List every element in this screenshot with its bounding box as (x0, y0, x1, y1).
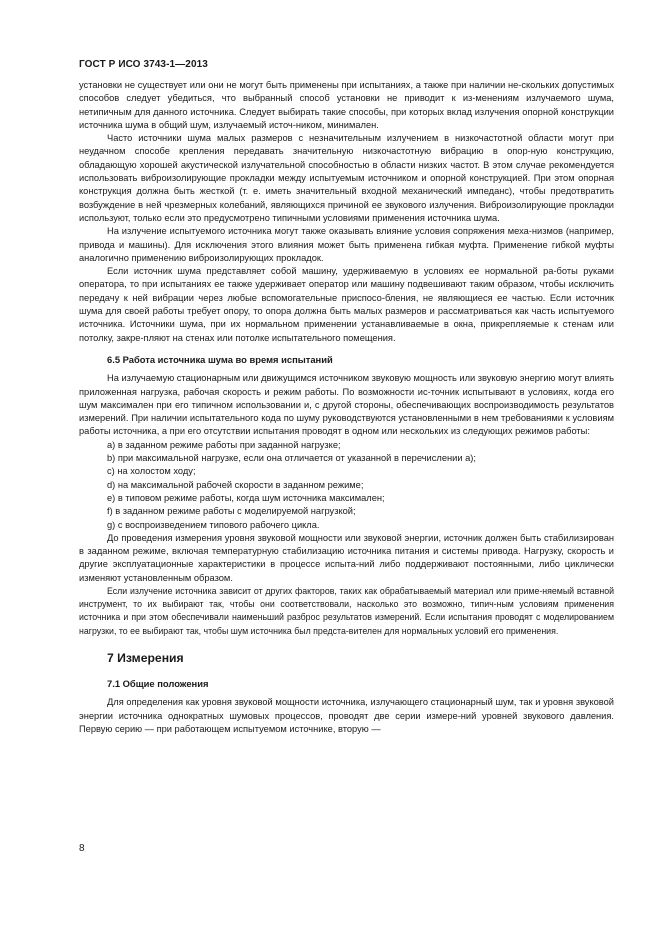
page-number: 8 (79, 843, 85, 854)
section-6-5-heading: 6.5 Работа источника шума во время испытаний (107, 353, 333, 365)
list-item: b) при максимальной нагрузке, если она отличается от указанной в перечислении а); (107, 453, 476, 464)
list-item: c) на холостом ходу; (107, 466, 196, 477)
paragraph: До проведения измерения уровня звуковой мощности или звуковой энергии, источник должен быть стабилизирован в заданном режиме, включая температурную стабилизацию источника питания и системы привода. Нагрузку, скорость и другие эксплуатационные характеристики в процессе испыта-ний либо поддерживают постоянными, либо циклически изменяют установленным образом. (79, 532, 614, 583)
section-7-heading: 7 Измерения (107, 650, 184, 665)
note-paragraph: Если излучение источника зависит от других факторов, таких как обрабатываемый материал или приме-няемый вставной инструмент, то их выбирают так, чтобы они соответствовали, насколько это возможно, типич-ным условиям применения источника и при этом обеспечивали наименьший разброс результатов измерений. Если испытания проводят с моделированием нагрузки, то ее выбирают так, чтобы шум источника был предста-вителен для нормальных условий его применения. (79, 585, 614, 636)
paragraph: На излучение испытуемого источника могут также оказывать влияние условия сопряжения меха-низмов (например, привода и машины). Для исключения этого влияния может быть применена гибкая муфта. Применение гибкой муфты аналогично применению виброизолирующих прокладок. (79, 226, 614, 263)
paragraph: Если источник шума представляет собой машину, удерживаемую в условиях ее нормальной ра-боты руками оператора, то при испытаниях ее также удерживает оператор или машину подвешивают таким образом, чтобы исключить передачу к ней вибрации через любые вспомогательные приспосо-бления, не являющиеся ее частью. Если источник шума для своей работы требует опору, то опора должна быть малых размеров и рассматриваться как часть испытуемого источника. Источники шума, при их нормальном применении устанавливаемые в окна, прикрепляемые к стенам или потолку, закре-пляют на стенах или потолке испытательного помещения. (79, 266, 614, 343)
paragraph: установки не существует или они не могут быть применены при испытаниях, а также при наличии не-скольких допустимых способов следует убедиться, что выбранный способ установки не приводит к из-менениям излучаемого шума, нетипичным для данного источника. Следует выбирать такие способы, при которых вклад излучения опорной конструкции источника шума в общий шум, излучаемый источ-ником, минимален. (79, 80, 614, 130)
paragraph: На излучаемую стационарным или движущимся источником звуковую мощность или звуковую энергию могут влиять приложенная нагрузка, рабочая скорость и режим работы. По возможности ис-точник испытывают в условиях, когда его шум максимален при его типичном использовании и, с другой стороны, обеспечивающих воспроизводимость результатов измерений. При наличии испытательного кода по шуму руководствуются установленными в нем требованиями к условиям работы источника, а при его отсутствии испытания проводят в одном или нескольких из следующих режимов работы: (79, 373, 614, 437)
body-text (79, 79, 614, 736)
list-item: f) в заданном режиме работы с моделируемой нагрузкой; (107, 506, 356, 517)
section-7-1-heading: 7.1 Общие положения (107, 678, 209, 690)
paragraph: Для определения как уровня звуковой мощности источника, излучающего стационарный шум, так и уровня звуковой энергии источника однократных шумовых процессов, проводят две серии измере-ний уровней звукового давления. Первую серию — при работающем испытуемом источнике, вторую — (79, 697, 614, 734)
list-item: e) в типовом режиме работы, когда шум источника максимален; (107, 492, 385, 503)
list-item: d) на максимальной рабочей скорости в заданном режиме; (107, 479, 364, 490)
paragraph: Часто источники шума малых размеров с незначительным излучением в низкочастотной области могут при неудачном способе крепления передавать значительную низкочастотную вибрацию в опор-ную конструкцию, обладающую хорошей акустической излучательной способностью в области низких частот. В этом случае рекомендуется использовать виброизолирующие прокладки между испытуемым источником и опорной конструкцией. При этом опорная конструкция должна быть жесткой (т. е. иметь значительный входной механический импеданс), чтобы предотвратить возбуждение в ней чрезмерных колебаний, являющихся причиной ее звукового излучения. Виброизолирующие прокладки используют, только если это предусмотрено типичными условиями применения источника шума. (79, 133, 614, 223)
standard-header: ГОСТ Р ИСО 3743-1—2013 (79, 59, 208, 70)
list-item: g) с воспроизведением типового рабочего цикла. (107, 519, 320, 530)
list-item: a) в заданном режиме работы при заданной нагрузке; (107, 439, 341, 450)
